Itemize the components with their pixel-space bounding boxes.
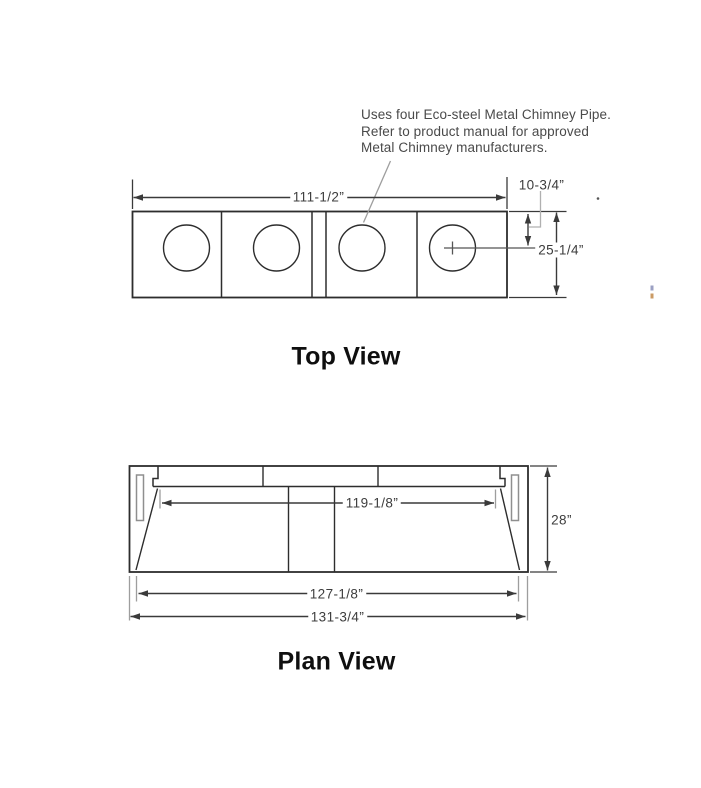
right-side-slot — [512, 475, 519, 521]
top-view-label: Top View — [291, 342, 401, 370]
arrowhead — [553, 213, 559, 223]
arrowhead — [507, 590, 517, 596]
plan-view-drawing — [130, 466, 529, 572]
top-view-dimensions — [133, 161, 654, 299]
arrowhead — [553, 286, 559, 296]
stray-color-artifact — [651, 294, 654, 299]
arrowhead — [139, 590, 149, 596]
stray-dot-artifact — [597, 197, 600, 200]
arrowhead — [162, 500, 172, 506]
arrowhead — [544, 468, 550, 478]
dim-label-overall: 131-3/4” — [308, 609, 367, 624]
note-line-1: Uses four Eco-steel Metal Chimney Pipe. — [361, 107, 611, 122]
dim-label-overall-width: 111-1/2” — [290, 190, 347, 205]
dim-label-center-offset: 10-3/4” — [518, 177, 565, 193]
arrowhead — [496, 194, 506, 201]
left-step-notch — [153, 466, 158, 487]
offset-label-elbow — [529, 191, 541, 227]
chimney-hole-3 — [339, 225, 385, 271]
dim-label-height: 28” — [551, 512, 572, 528]
dim-label-base-inner: 127-1/8” — [307, 587, 366, 602]
note-line-3: Metal Chimney manufacturers. — [361, 140, 548, 155]
dim-label-depth: 25-1/4” — [535, 243, 587, 258]
plan-view-body-outline — [130, 466, 529, 572]
arrowhead — [544, 561, 550, 571]
plan-view-label: Plan View — [277, 647, 396, 675]
arrowhead — [525, 236, 531, 246]
right-slope-wall — [501, 489, 520, 571]
top-view-drawing — [133, 212, 542, 298]
arrowhead — [134, 194, 144, 201]
note-line-2: Refer to product manual for approved — [361, 123, 589, 139]
dim-label-inner-width: 119-1/8” — [343, 496, 401, 511]
right-step-notch — [500, 466, 505, 487]
arrowhead — [485, 500, 495, 506]
chimney-hole-2 — [254, 225, 300, 271]
chimney-hole-1 — [164, 225, 210, 271]
left-slope-wall — [136, 489, 158, 571]
stray-color-artifact — [651, 286, 654, 291]
left-side-slot — [137, 475, 144, 521]
arrowhead — [516, 613, 526, 619]
arrowhead — [131, 613, 141, 619]
arrowhead — [525, 214, 531, 224]
chimney-pipe-note — [361, 107, 661, 157]
note-leader-line — [364, 161, 391, 223]
